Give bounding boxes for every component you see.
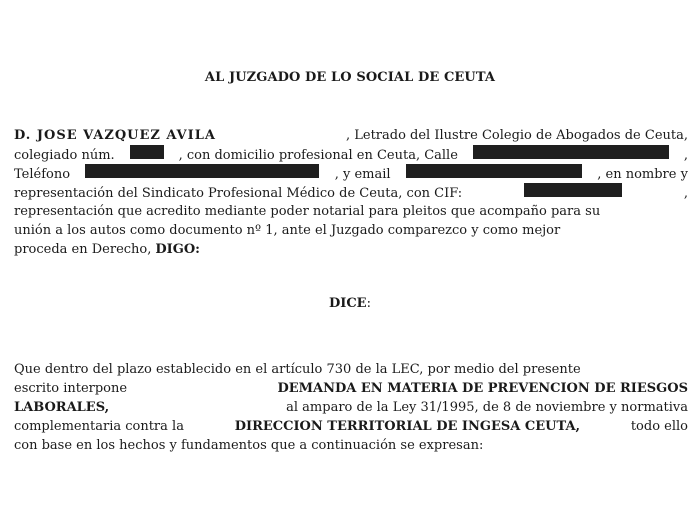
redaction-box-collegiate-number	[130, 145, 164, 159]
intro-paragraph	[14, 126, 688, 259]
intro-text: representación del Sindicato Profesional Médico de Ceuta, con CIF:	[14, 186, 463, 201]
intro-text: proceda en Derecho,	[14, 242, 152, 257]
intro-text: colegiado núm.	[14, 148, 115, 163]
body-text: al amparo de la Ley 31/1995, de 8 de noviembre y normativa	[286, 400, 688, 415]
dice-word: DICE	[328, 296, 367, 311]
digo-keyword: DIGO:	[155, 242, 200, 257]
dice-heading	[0, 296, 700, 311]
body-line-5	[14, 436, 688, 455]
body-text: todo ello	[630, 419, 688, 434]
intro-text: Teléfono	[14, 167, 71, 182]
intro-text: , y email	[334, 167, 391, 182]
body-text: con base en los hechos y fundamentos que a continuación se expresan:	[14, 438, 484, 453]
intro-line-6	[14, 221, 688, 240]
intro-line-4	[14, 183, 688, 202]
intro-text: unión a los autos como documento nº 1, ante el Juzgado comparezco y como mejor	[14, 223, 561, 238]
intro-line-7	[14, 240, 688, 259]
body-line-4	[14, 417, 688, 436]
intro-line-1	[14, 126, 688, 145]
intro-line-3	[14, 164, 688, 183]
redaction-box-street	[473, 145, 669, 159]
body-paragraph	[14, 360, 688, 455]
intro-line-5	[14, 202, 688, 221]
claim-type-continued: LABORALES,	[14, 400, 110, 415]
lawyer-name: D. JOSE VAZQUEZ AVILA	[14, 128, 216, 143]
document-title: AL JUZGADO DE LO SOCIAL DE CEUTA	[204, 70, 496, 85]
body-line-3	[14, 398, 688, 417]
body-line-1	[14, 360, 688, 379]
intro-line-2	[14, 145, 688, 164]
intro-text: , con domicilio profesional en Ceuta, Calle	[178, 148, 458, 163]
body-text: escrito interpone	[14, 381, 128, 396]
intro-text: , en nombre y	[597, 167, 688, 182]
intro-text: ,	[683, 148, 688, 163]
intro-text: ,	[683, 186, 688, 201]
body-text: complementaria contra la	[14, 419, 184, 434]
intro-text: , Letrado del Ilustre Colegio de Abogados de Ceuta,	[345, 128, 688, 143]
redaction-box-phone	[85, 164, 319, 178]
defendant-name: DIRECCION TERRITORIAL DE INGESA CEUTA,	[234, 419, 581, 434]
redaction-box-cif	[524, 183, 622, 197]
redaction-box-email	[406, 164, 582, 178]
dice-colon: :	[366, 296, 371, 311]
body-text: Que dentro del plazo establecido en el artículo 730 de la LEC, por medio del presente	[14, 362, 581, 377]
body-line-2	[14, 379, 688, 398]
claim-type: DEMANDA EN MATERIA DE PREVENCION DE RIESGOS	[277, 381, 688, 396]
intro-text: representación que acredito mediante poder notarial para pleitos que acompaño para su	[14, 204, 601, 219]
